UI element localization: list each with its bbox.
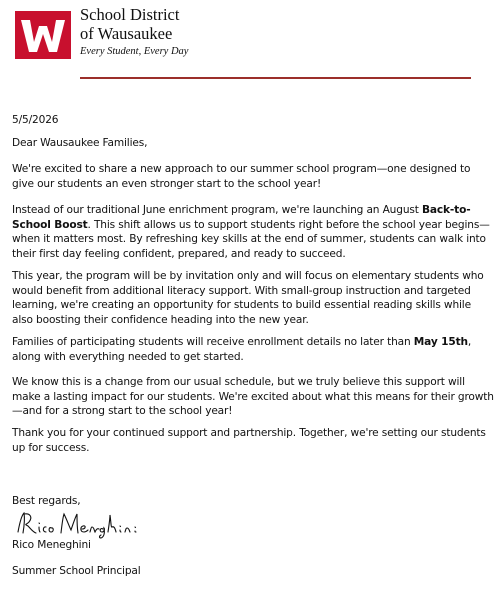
- district-name-line2: of Wausaukee: [80, 24, 173, 43]
- letter-closing: Best regards,: [12, 495, 81, 507]
- paragraph-program-change-text-b: . This shift allows us to support students right before the school year begins—when it matters most. By refreshing key skills at the end of summer, students can walk into their first day feeling confident, prepared, and ready to succeed.: [12, 218, 490, 260]
- signer-title: Summer School Principal: [12, 565, 141, 577]
- paragraph-program-change-text-a: Instead of our traditional June enrichment program, we're launching an August: [12, 204, 422, 216]
- paragraph-enrollment: [12, 335, 494, 364]
- letterhead-divider: [80, 77, 471, 79]
- paragraph-enrollment-text-b: , along with everything needed to get started.: [12, 336, 472, 363]
- paragraph-impact: We know this is a change from our usual schedule, but we truly believe this support will make a lasting impact for our students. We're excited about what this means for their growth—and for a strong start to the school year!: [12, 376, 494, 418]
- paragraph-program-change: [12, 203, 494, 261]
- paragraph-thanks: Thank you for your continued support and partnership. Together, we're setting our students up for success.: [12, 427, 486, 454]
- signer-name: Rico Meneghini: [12, 539, 91, 551]
- paragraph-intro: We're excited to share a new approach to our summer school program—one designed to give our students an even stronger start to the school year!: [12, 163, 471, 190]
- district-name: [80, 5, 179, 43]
- handwritten-signature: [14, 507, 144, 539]
- enrollment-deadline: May 15th: [413, 336, 468, 348]
- letterhead: [0, 0, 500, 82]
- letter-date: 5/5/2026: [12, 114, 59, 126]
- district-name-line1: School District: [80, 5, 180, 24]
- paragraph-eligibility: This year, the program will be by invitation only and will focus on elementary students who would benefit from additional literacy support. With small-group instruction and targeted learning, we're creating an opportunity for students to build essential reading skills while also boosting their confidence heading into the new year.: [12, 270, 484, 326]
- logo-background: [15, 11, 71, 59]
- letter-greeting: Dear Wausaukee Families,: [12, 137, 148, 149]
- program-name-emphasis: Back-to-School Boost: [12, 204, 471, 231]
- district-w-logo: [14, 6, 72, 64]
- paragraph-enrollment-text-a: Families of participating students will receive enrollment details no later than: [12, 336, 414, 348]
- district-tagline: Every Student, Every Day: [80, 46, 189, 57]
